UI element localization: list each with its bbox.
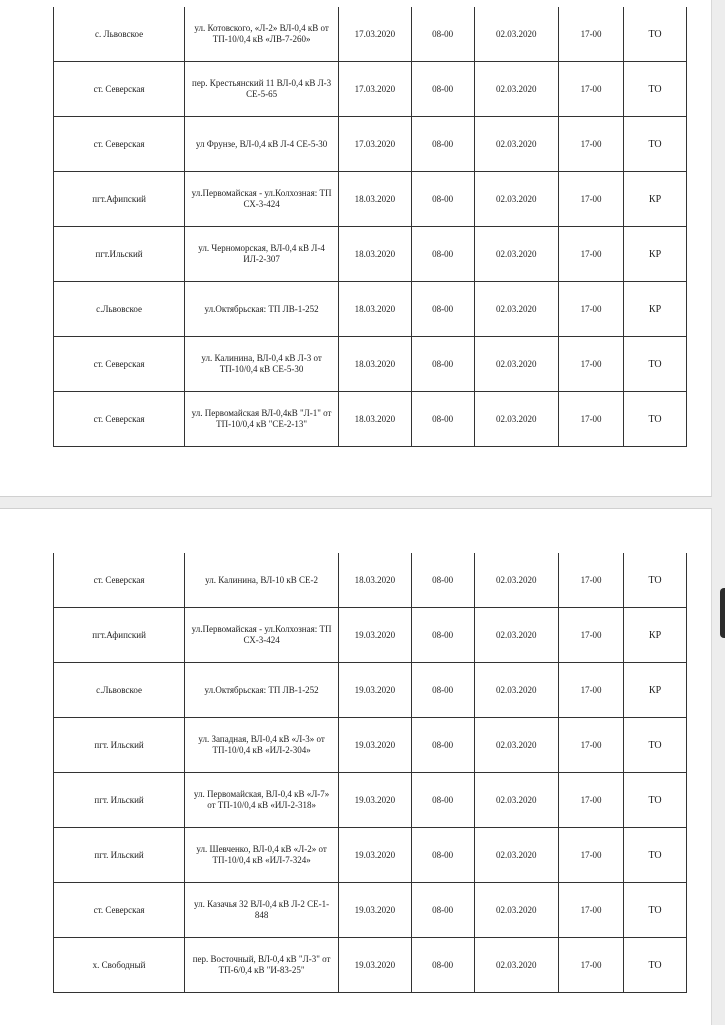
cell-date-on: 02.03.2020 [474,718,559,773]
cell-location: с.Львовское [54,282,185,337]
outage-schedule-table [53,7,687,447]
cell-time-on: 17-00 [559,663,624,718]
table-row [54,773,687,828]
cell-date-off: 19.03.2020 [339,938,412,993]
cell-date-on: 02.03.2020 [474,337,559,392]
cell-address: ул.Октябрьская: ТП ЛВ-1-252 [185,282,339,337]
cell-time-off: 08-00 [411,227,474,282]
cell-work-type: ТО [624,62,687,117]
cell-work-type: ТО [624,7,687,62]
cell-date-off: 18.03.2020 [339,227,412,282]
cell-work-type: КР [624,282,687,337]
cell-time-off: 08-00 [411,172,474,227]
table-row [54,883,687,938]
cell-date-on: 02.03.2020 [474,7,559,62]
table-row [54,172,687,227]
document-page-2 [0,508,712,1025]
cell-location: пгт.Афипский [54,608,185,663]
table-row [54,62,687,117]
cell-time-on: 17-00 [559,172,624,227]
cell-address: ул Фрунзе, ВЛ-0,4 кВ Л-4 СЕ-5-30 [185,117,339,172]
cell-date-off: 19.03.2020 [339,883,412,938]
cell-date-on: 02.03.2020 [474,828,559,883]
table-row [54,608,687,663]
cell-date-on: 02.03.2020 [474,282,559,337]
side-scroll-handle[interactable] [720,588,725,638]
cell-address: ул. Черноморская, ВЛ-0,4 кВ Л-4 ИЛ-2-307 [185,227,339,282]
cell-date-on: 02.03.2020 [474,938,559,993]
cell-time-on: 17-00 [559,608,624,663]
table-body [54,7,687,447]
cell-time-on: 17-00 [559,117,624,172]
cell-time-on: 17-00 [559,938,624,993]
table-row [54,227,687,282]
cell-work-type: КР [624,227,687,282]
table-body [54,553,687,993]
cell-location: ст. Северская [54,883,185,938]
cell-time-off: 08-00 [411,938,474,993]
cell-address: ул. Западная, ВЛ-0,4 кВ «Л-3» от ТП-10/0,4 кВ «ИЛ-2-304» [185,718,339,773]
cell-time-on: 17-00 [559,392,624,447]
cell-time-off: 08-00 [411,282,474,337]
table-row [54,392,687,447]
cell-date-on: 02.03.2020 [474,117,559,172]
cell-date-on: 02.03.2020 [474,883,559,938]
cell-time-on: 17-00 [559,718,624,773]
cell-address: ул. Казачья 32 ВЛ-0,4 кВ Л-2 СЕ-1-848 [185,883,339,938]
cell-time-off: 08-00 [411,718,474,773]
table-row [54,282,687,337]
cell-work-type: ТО [624,553,687,608]
cell-work-type: ТО [624,883,687,938]
cell-time-off: 08-00 [411,828,474,883]
table-row [54,663,687,718]
cell-date-on: 02.03.2020 [474,227,559,282]
cell-address: ул. Калинина, ВЛ-10 кВ СЕ-2 [185,553,339,608]
cell-work-type: ТО [624,773,687,828]
cell-date-on: 02.03.2020 [474,773,559,828]
cell-location: пгт. Ильский [54,718,185,773]
cell-work-type: ТО [624,392,687,447]
cell-date-off: 17.03.2020 [339,62,412,117]
cell-date-on: 02.03.2020 [474,62,559,117]
cell-date-off: 17.03.2020 [339,7,412,62]
cell-time-off: 08-00 [411,773,474,828]
cell-address: пер. Крестьянский 11 ВЛ-0,4 кВ Л-3 СЕ-5-65 [185,62,339,117]
cell-work-type: КР [624,663,687,718]
cell-time-on: 17-00 [559,62,624,117]
cell-work-type: КР [624,608,687,663]
cell-time-off: 08-00 [411,883,474,938]
cell-date-on: 02.03.2020 [474,553,559,608]
cell-time-on: 17-00 [559,553,624,608]
cell-date-off: 19.03.2020 [339,773,412,828]
cell-location: пгт.Афипский [54,172,185,227]
table-row [54,553,687,608]
cell-location: ст. Северская [54,392,185,447]
cell-location: ст. Северская [54,553,185,608]
table-row [54,117,687,172]
cell-time-on: 17-00 [559,227,624,282]
cell-time-on: 17-00 [559,7,624,62]
cell-location: пгт. Ильский [54,773,185,828]
cell-date-off: 19.03.2020 [339,663,412,718]
cell-time-off: 08-00 [411,553,474,608]
cell-time-off: 08-00 [411,392,474,447]
cell-date-off: 18.03.2020 [339,553,412,608]
cell-date-on: 02.03.2020 [474,663,559,718]
table-row [54,718,687,773]
cell-location: ст. Северская [54,117,185,172]
outage-schedule-table [53,553,687,993]
cell-work-type: ТО [624,117,687,172]
cell-address: ул. Шевченко, ВЛ-0,4 кВ «Л-2» от ТП-10/0,4 кВ «ИЛ-7-324» [185,828,339,883]
cell-location: х. Свободный [54,938,185,993]
cell-work-type: ТО [624,828,687,883]
cell-date-off: 18.03.2020 [339,172,412,227]
cell-date-off: 19.03.2020 [339,608,412,663]
cell-time-on: 17-00 [559,773,624,828]
cell-address: ул.Первомайская - ул.Колхозная: ТП СХ-3-424 [185,172,339,227]
cell-location: с. Львовское [54,7,185,62]
cell-time-off: 08-00 [411,663,474,718]
cell-time-off: 08-00 [411,608,474,663]
cell-time-off: 08-00 [411,337,474,392]
cell-address: ул. Первомайская, ВЛ-0,4 кВ «Л-7» от ТП-10/0,4 кВ «ИЛ-2-318» [185,773,339,828]
cell-location: ст. Северская [54,337,185,392]
cell-location: ст. Северская [54,62,185,117]
cell-address: пер. Восточный, ВЛ-0,4 кВ "Л-3" от ТП-6/0,4 кВ "И-83-25" [185,938,339,993]
cell-time-on: 17-00 [559,337,624,392]
cell-time-off: 08-00 [411,7,474,62]
table-row [54,337,687,392]
cell-date-on: 02.03.2020 [474,392,559,447]
cell-date-off: 19.03.2020 [339,828,412,883]
cell-location: пгт. Ильский [54,828,185,883]
cell-work-type: КР [624,172,687,227]
cell-date-off: 19.03.2020 [339,718,412,773]
document-page-1 [0,0,712,497]
cell-address: ул.Первомайская - ул.Колхозная: ТП СХ-3-424 [185,608,339,663]
table-row [54,938,687,993]
table-row [54,828,687,883]
cell-address: ул.Октябрьская: ТП ЛВ-1-252 [185,663,339,718]
cell-date-off: 18.03.2020 [339,282,412,337]
cell-time-on: 17-00 [559,828,624,883]
cell-date-on: 02.03.2020 [474,172,559,227]
cell-date-off: 18.03.2020 [339,392,412,447]
cell-address: ул. Калинина, ВЛ-0,4 кВ Л-3 от ТП-10/0,4 кВ СЕ-5-30 [185,337,339,392]
cell-work-type: ТО [624,938,687,993]
cell-time-off: 08-00 [411,117,474,172]
cell-time-on: 17-00 [559,883,624,938]
cell-time-on: 17-00 [559,282,624,337]
cell-date-on: 02.03.2020 [474,608,559,663]
cell-work-type: ТО [624,337,687,392]
table-row [54,7,687,62]
cell-location: с.Львовское [54,663,185,718]
cell-work-type: ТО [624,718,687,773]
cell-date-off: 18.03.2020 [339,337,412,392]
cell-address: ул. Первомайская ВЛ-0,4кВ "Л-1" от ТП-10/0,4 кВ "СЕ-2-13" [185,392,339,447]
cell-location: пгт.Ильский [54,227,185,282]
cell-time-off: 08-00 [411,62,474,117]
cell-address: ул. Котовского, «Л-2» ВЛ-0,4 кВ от ТП-10/0,4 кВ «ЛВ-7-260» [185,7,339,62]
cell-date-off: 17.03.2020 [339,117,412,172]
